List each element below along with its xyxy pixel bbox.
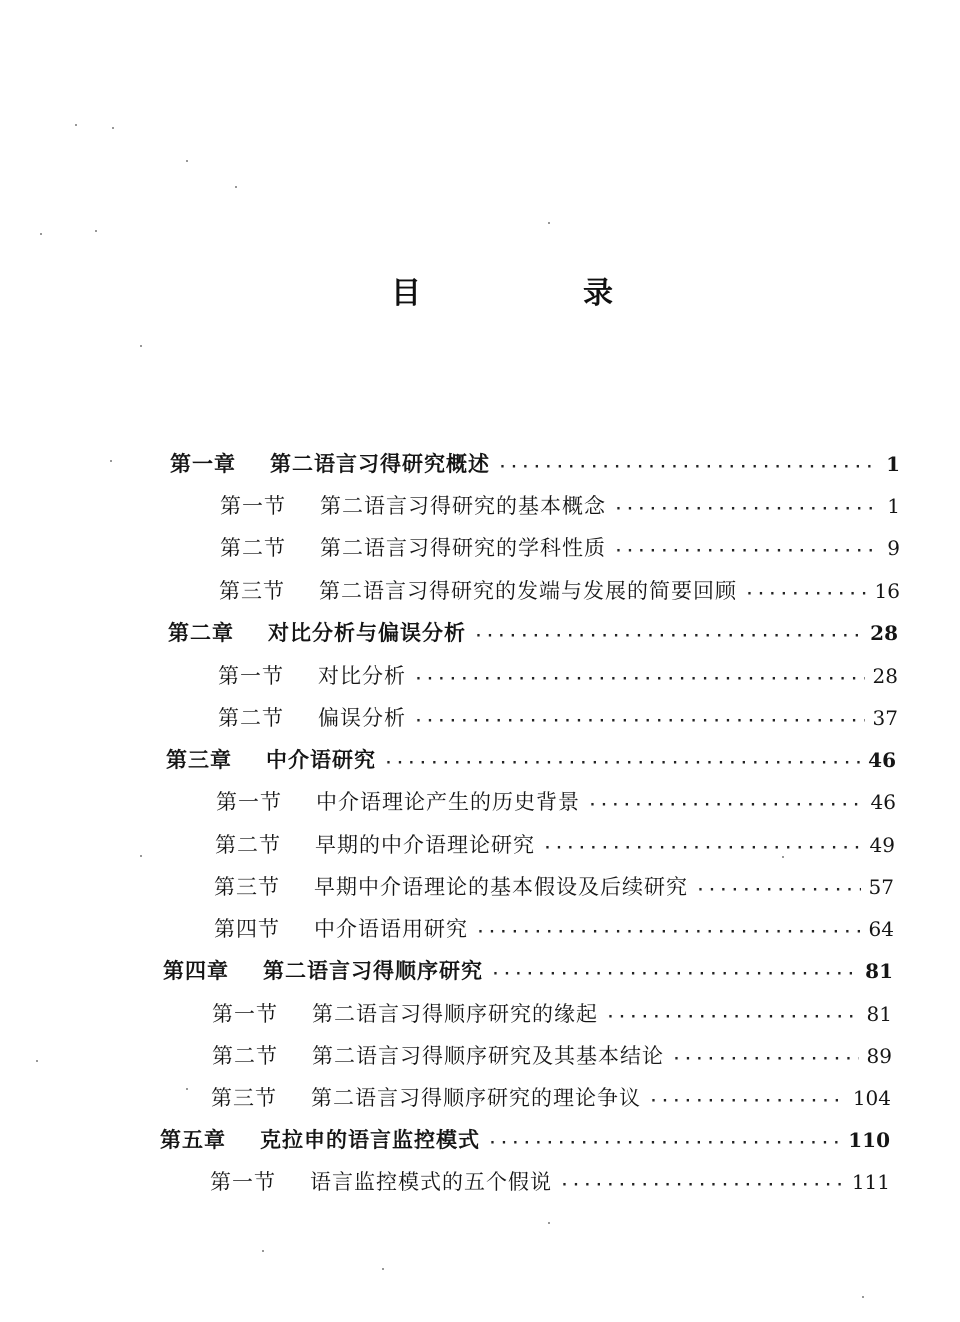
toc-entry[interactable]: [220, 486, 900, 526]
dot-leader: [651, 1082, 845, 1122]
entry-page-number: 81: [865, 959, 893, 983]
entry-title: 第二语言习得顺序研究及其基本结论: [312, 1044, 664, 1068]
entry-page-number: 37: [872, 706, 898, 730]
entry-title: 中介语理论产生的历史背景: [316, 790, 580, 814]
entry-page-number: 89: [866, 1044, 892, 1068]
entry-page-number: 49: [869, 833, 895, 857]
toc-entry[interactable]: [163, 951, 893, 991]
entry-label: 第二节: [212, 1044, 278, 1068]
toc-entry[interactable]: [220, 528, 900, 568]
toc-entry[interactable]: [212, 994, 892, 1034]
dot-leader: [608, 998, 859, 1038]
page-title: 目 录: [391, 276, 679, 311]
entry-title: 克拉申的语言监控模式: [260, 1128, 480, 1152]
dot-leader: [545, 829, 862, 869]
entry-label: 第四章: [163, 959, 229, 983]
entry-title: 第二语言习得顺序研究的理论争议: [311, 1086, 641, 1110]
toc-entry[interactable]: [170, 444, 900, 484]
dot-leader: [476, 617, 862, 657]
toc-entry[interactable]: [210, 1162, 890, 1202]
entry-label: 第一节: [210, 1170, 276, 1194]
entry-label: 第二节: [220, 536, 286, 560]
dot-leader: [416, 660, 865, 700]
entry-page-number: 110: [848, 1128, 890, 1152]
dot-leader: [500, 448, 872, 488]
entry-title: 第二语言习得顺序研究: [263, 959, 483, 983]
entry-page-number: 104: [852, 1086, 891, 1110]
dot-leader: [562, 1166, 844, 1206]
entry-page-number: 81: [866, 1002, 892, 1026]
toc-entry[interactable]: [211, 1078, 891, 1118]
entry-title: 早期的中介语理论研究: [315, 833, 535, 857]
dot-leader: [490, 1124, 840, 1164]
dot-leader: [478, 913, 861, 953]
entry-label: 第一节: [220, 494, 286, 518]
entry-title: 第二语言习得研究的学科性质: [320, 536, 606, 560]
entry-label: 第一章: [170, 452, 236, 476]
entry-label: 第三节: [214, 875, 280, 899]
entry-label: 第三章: [166, 748, 232, 772]
entry-title: 第二语言习得研究的发端与发展的简要回顾: [319, 579, 737, 603]
dot-leader: [674, 1040, 859, 1080]
toc-entry[interactable]: [166, 740, 896, 780]
entry-title: 中介语语用研究: [314, 917, 468, 941]
entry-title: 早期中介语理论的基本假设及后续研究: [314, 875, 688, 899]
entry-page-number: 111: [851, 1170, 890, 1194]
entry-page-number: 1: [887, 494, 900, 518]
entry-label: 第二章: [168, 621, 234, 645]
toc-entry[interactable]: [219, 571, 900, 611]
entry-page-number: 28: [870, 621, 898, 645]
entry-page-number: 46: [870, 790, 896, 814]
entry-title: 中介语研究: [266, 748, 376, 772]
entry-label: 第三节: [211, 1086, 277, 1110]
entry-label: 第四节: [214, 917, 280, 941]
dot-leader: [616, 532, 872, 572]
toc-entry[interactable]: [218, 656, 898, 696]
toc-entry[interactable]: [216, 782, 896, 822]
entry-page-number: 1: [886, 452, 900, 476]
entry-label: 第三节: [219, 579, 285, 603]
entry-label: 第一节: [218, 664, 284, 688]
entry-page-number: 57: [868, 875, 894, 899]
entry-page-number: 64: [868, 917, 894, 941]
toc-entry[interactable]: [214, 867, 894, 907]
toc-entry[interactable]: [218, 698, 898, 738]
toc-entry[interactable]: [215, 825, 895, 865]
entry-title: 第二语言习得研究概述: [270, 452, 490, 476]
dot-leader: [616, 490, 872, 530]
toc-entry[interactable]: [168, 613, 898, 653]
toc-entry[interactable]: [212, 1036, 892, 1076]
dot-leader: [747, 575, 867, 615]
entry-title: 偏误分析: [318, 706, 406, 730]
dot-leader: [386, 744, 860, 784]
entry-title: 对比分析与偏误分析: [268, 621, 466, 645]
entry-label: 第一节: [212, 1002, 278, 1026]
entry-page-number: 9: [887, 536, 900, 560]
entry-title: 第二语言习得顺序研究的缘起: [312, 1002, 598, 1026]
entry-title: 语言监控模式的五个假说: [310, 1170, 552, 1194]
entry-label: 第五章: [160, 1128, 226, 1152]
entry-title: 对比分析: [318, 664, 406, 688]
toc-entry[interactable]: [214, 909, 894, 949]
dot-leader: [590, 786, 863, 826]
entry-page-number: 16: [874, 579, 900, 603]
toc-entry[interactable]: [160, 1120, 890, 1160]
dot-leader: [493, 955, 857, 995]
dot-leader: [416, 702, 865, 742]
entry-label: 第二节: [218, 706, 284, 730]
entry-page-number: 28: [872, 664, 898, 688]
entry-title: 第二语言习得研究的基本概念: [320, 494, 606, 518]
entry-label: 第二节: [215, 833, 281, 857]
entry-page-number: 46: [868, 748, 896, 772]
dot-leader: [698, 871, 861, 911]
entry-label: 第一节: [216, 790, 282, 814]
